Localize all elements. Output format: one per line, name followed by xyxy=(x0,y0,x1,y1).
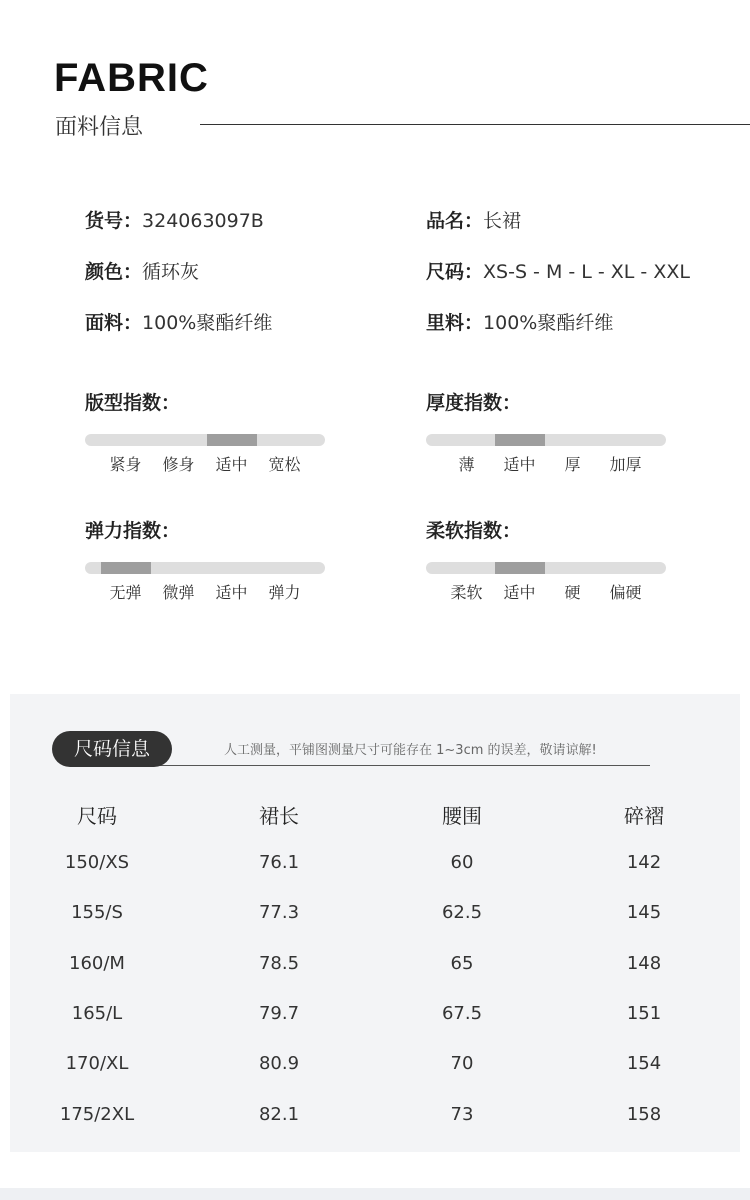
stretch-index-label: 弹力 xyxy=(268,583,301,602)
stretch-index-label: 微弹 xyxy=(162,583,195,602)
size-table-cell: 170/XL xyxy=(65,1053,129,1074)
softness-index-label: 适中 xyxy=(503,583,536,602)
softness-index-label: 柔软 xyxy=(450,583,483,602)
size-table-cell: 175/2XL xyxy=(59,1104,135,1125)
info-key: 品名： xyxy=(426,210,484,232)
thickness-index-label: 厚 xyxy=(564,455,581,474)
info-value: 循环灰 xyxy=(142,261,200,283)
size-table-cell: 155/S xyxy=(71,902,123,923)
size-table-cell: 60 xyxy=(450,852,474,873)
fit-index-label: 紧身 xyxy=(109,455,142,474)
stretch-index-title: 弹力指数： xyxy=(85,520,181,542)
size-table-cell: 145 xyxy=(626,902,662,923)
fit-index-title: 版型指数： xyxy=(85,392,181,414)
size-table-cell: 62.5 xyxy=(441,902,483,923)
size-table-cell: 150/XS xyxy=(64,852,130,873)
thickness-index-label: 加厚 xyxy=(609,455,642,474)
stretch-index-label: 适中 xyxy=(215,583,248,602)
size-table-cell: 78.5 xyxy=(258,953,300,974)
softness-index-label: 硬 xyxy=(564,583,581,602)
size-table-cell: 160/M xyxy=(69,953,125,974)
fit-index-label: 适中 xyxy=(215,455,248,474)
size-table-cell: 82.1 xyxy=(258,1104,300,1125)
info-key: 颜色： xyxy=(85,261,143,283)
fabric-subheading: 面料信息 xyxy=(55,115,144,140)
fit-index-label: 宽松 xyxy=(268,455,301,474)
info-value: 324063097B xyxy=(142,210,264,232)
size-table-cell: 154 xyxy=(626,1053,662,1074)
size-table-cell: 77.3 xyxy=(258,902,300,923)
softness-index-label: 偏硬 xyxy=(609,583,642,602)
info-key: 尺码： xyxy=(426,261,484,283)
fabric-heading: FABRIC xyxy=(54,56,209,100)
size-table-cell: 65 xyxy=(450,953,474,974)
info-value: XS-S - M - L - XL - XXL xyxy=(483,261,690,283)
size-table-header: 裙长 xyxy=(259,804,299,828)
size-table-cell: 151 xyxy=(626,1003,662,1024)
size-table-header: 尺码 xyxy=(77,804,117,828)
size-table-cell: 80.9 xyxy=(258,1053,300,1074)
softness-index-title: 柔软指数： xyxy=(426,520,522,542)
size-table-cell: 79.7 xyxy=(258,1003,300,1024)
size-table-header: 腰围 xyxy=(442,804,482,828)
measurement-note: 人工测量，平铺图测量尺寸可能存在 1~3cm 的误差，敬请谅解! xyxy=(224,743,597,758)
size-info-badge: 尺码信息 xyxy=(52,731,172,767)
size-table-cell: 148 xyxy=(626,953,662,974)
thickness-index-title: 厚度指数： xyxy=(426,392,522,414)
size-table-header: 碎褶 xyxy=(624,804,664,828)
info-value: 100%聚酯纤维 xyxy=(483,312,614,334)
size-table-cell: 158 xyxy=(626,1104,662,1125)
stretch-index-label: 无弹 xyxy=(109,583,142,602)
info-key: 货号： xyxy=(85,210,143,232)
size-table-cell: 76.1 xyxy=(258,852,300,873)
info-key: 里料： xyxy=(426,312,484,334)
info-value: 100%聚酯纤维 xyxy=(142,312,273,334)
thickness-index-label: 薄 xyxy=(458,455,475,474)
size-table-cell: 70 xyxy=(450,1053,474,1074)
info-key: 面料： xyxy=(85,312,143,334)
thickness-index-label: 适中 xyxy=(503,455,536,474)
size-table-cell: 67.5 xyxy=(441,1003,483,1024)
size-table-cell: 73 xyxy=(450,1104,474,1125)
size-table-cell: 165/L xyxy=(71,1003,123,1024)
fit-index-label: 修身 xyxy=(162,455,195,474)
size-table-cell: 142 xyxy=(626,852,662,873)
info-value: 长裙 xyxy=(483,210,522,232)
bottom-band xyxy=(0,1188,750,1200)
